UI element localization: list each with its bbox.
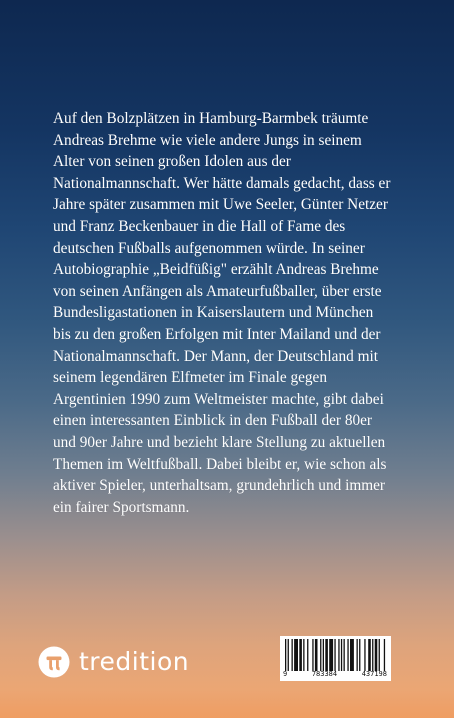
barcode-bar (359, 639, 360, 671)
barcode-prefix-digit: 9 (283, 670, 288, 678)
barcode-bar (364, 639, 365, 671)
barcode-bar (347, 639, 348, 671)
barcode-bar (338, 639, 339, 671)
isbn-barcode (280, 636, 391, 681)
publisher-name: tredition (79, 647, 190, 676)
barcode-bar (285, 639, 286, 671)
barcode-bar (372, 639, 373, 671)
barcode-bar (307, 639, 308, 671)
barcode-bar (299, 639, 302, 671)
barcode-bar (292, 639, 293, 671)
barcode-bar (357, 639, 358, 671)
barcode-digits (280, 670, 391, 679)
barcode-bar (325, 639, 328, 671)
tredition-logo-icon (38, 646, 70, 678)
barcode-right-digits: 437198 (361, 670, 387, 678)
barcode-bars (280, 639, 391, 671)
barcode-bar (350, 639, 354, 671)
barcode-bar (323, 639, 324, 671)
back-cover-blurb: Auf den Bolzplätzen in Hamburg-Barmbek träumte Andreas Brehme wie viele andere Jungs in seinem Alter von seinen großen Idolen aus der Nationalmannschaft. Wer hätte damals gedacht, dass er Jahre später zusammen mit Uwe Seeler, Günter Netzer und Franz Beckenbauer in die Hall of Fame des deutschen Fußballs aufgenommen würde. In seiner Autobiographie „Beidfüßig" erzählt Andreas Brehme von seinen Anfängen als Amateurfußballer, über erste Bundesligastationen in Kaiserslautern und München bis zu den großen Erfolgen mit Inter Mailand und der Nationalmannschaft. Der Mann, der Deutschland mit seinem legendären Elfmeter im Finale gegen Argentinien 1990 zum Weltmeister machte, gibt dabei einen interessanten Einblick in den Fußball der 80er und 90er Jahre und bezieht klare Stellung zu aktuellen Themen im Weltfußball. Dabei bleibt er, wie schon als aktiver Spieler, unterhaltsam, grundehrlich und immer ein fairer Sportsmann. (53, 110, 391, 516)
barcode-bar (315, 639, 318, 671)
barcode-bar (341, 639, 342, 671)
barcode-bar (368, 639, 371, 671)
barcode-bar (320, 639, 321, 671)
barcode-bar (379, 639, 380, 671)
barcode-left-digits: 783384 (311, 670, 338, 678)
barcode-bar (375, 639, 378, 671)
barcode-bar (303, 639, 304, 671)
barcode-bar (334, 639, 335, 671)
barcode-bar (329, 639, 333, 671)
barcode-bar (288, 639, 289, 671)
barcode-bar (384, 639, 385, 671)
barcode-bar (344, 639, 345, 671)
publisher-logo (38, 646, 189, 678)
barcode-bar (312, 639, 313, 671)
barcode-bar (294, 639, 298, 671)
